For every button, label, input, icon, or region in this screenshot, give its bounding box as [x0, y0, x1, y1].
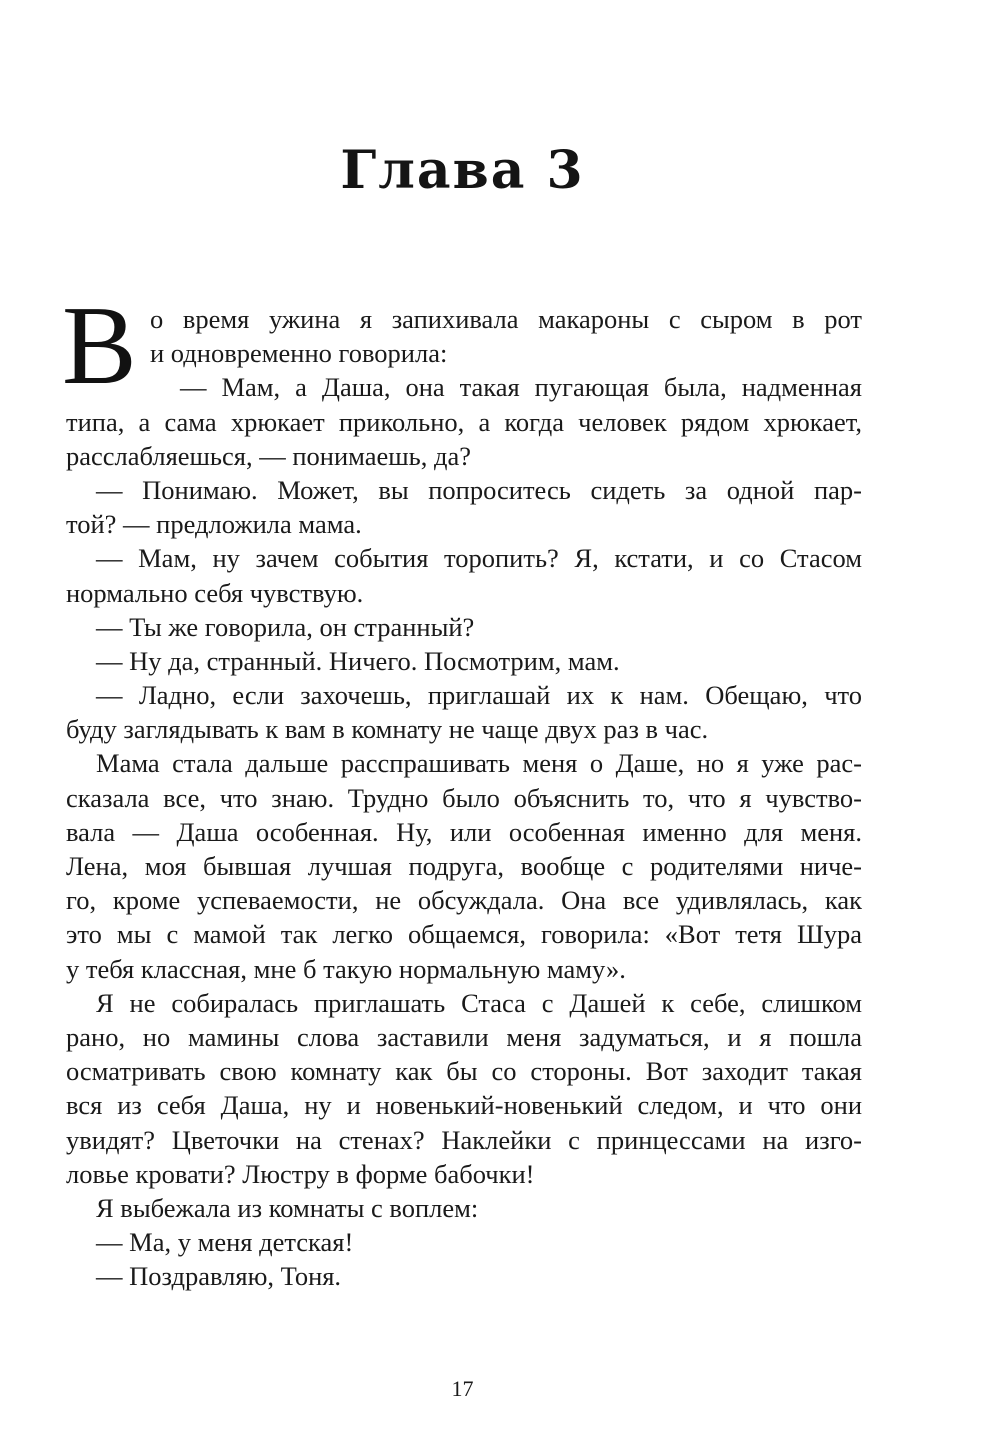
text-line: это мы с мамой так легко общаемся, говорила: «Вот тетя Шура [66, 919, 862, 950]
text-line: увидят? Цветочки на стенах? Наклейки с принцессами на изго- [66, 1124, 862, 1155]
text-line: нормально себя чувствую. [66, 577, 364, 608]
text-line: Я выбежала из комнаты с воплем: [96, 1192, 479, 1223]
text-line: го, кроме успеваемости, не обсуждала. Она все удивлялась, как [66, 885, 862, 916]
text-line: у тебя классная, мне б такую нормальную маму». [66, 953, 626, 984]
text-line: расслабляешься, — понимаешь, да? [66, 440, 471, 471]
text-line: — Мам, а Даша, она такая пугающая была, надменная [180, 372, 862, 403]
text-line: — Ты же говорила, он странный? [96, 611, 475, 642]
text-line: вся из себя Даша, ну и новенький-новенький следом, и что они [66, 1090, 862, 1121]
text-line: — Ма, у меня детская! [96, 1227, 354, 1258]
text-line: рано, но мамины слова заставили меня задуматься, и я пошла [66, 1021, 862, 1052]
text-line: буду заглядывать к вам в комнату не чаще двух раз в час. [66, 714, 709, 745]
page-number: 17 [451, 1376, 474, 1401]
text-line: о время ужина я запихивала макароны с сыром в рот [150, 304, 862, 334]
drop-cap: В [62, 284, 137, 408]
text-line: сказала все, что знаю. Трудно было объяснить то, что я чувство- [66, 782, 862, 813]
text-line: — Ну да, странный. Ничего. Посмотрим, мам. [96, 645, 620, 676]
chapter-body [62, 284, 862, 1293]
text-line: — Мам, ну зачем события торопить? Я, кстати, и со Стасом [96, 543, 862, 574]
text-line: — Поздравляю, Тоня. [96, 1261, 342, 1292]
text-line: — Понимаю. Может, вы попроситесь сидеть за одной пар- [96, 474, 862, 505]
text-line: типа, а сама хрюкает прикольно, а когда человек рядом хрюкает, [66, 406, 862, 437]
text-line: ловье кровати? Люстру в форме бабочки! [66, 1158, 535, 1189]
text-line: осматривать свою комнату как бы со стороны. Вот заходит такая [66, 1056, 862, 1087]
text-line: Я не собиралась приглашать Стаса с Дашей к себе, слишком [96, 987, 862, 1018]
text-line: той? — предложила мама. [66, 509, 362, 540]
chapter-title: Глава 3 [340, 140, 585, 201]
text-line: Мама стала дальше расспрашивать меня о Даше, но я уже рас- [96, 748, 862, 779]
opening-paragraph [62, 284, 862, 408]
text-line: Лена, моя бывшая лучшая подруга, вообще с родителями ниче- [66, 851, 862, 881]
text-line: — Ладно, если захочешь, приглашай их к нам. Обещаю, что [96, 680, 862, 711]
text-line: и одновременно говорила: [150, 338, 448, 369]
text-line: вала — Даша особенная. Ну, или особенная именно для меня. [66, 816, 862, 847]
